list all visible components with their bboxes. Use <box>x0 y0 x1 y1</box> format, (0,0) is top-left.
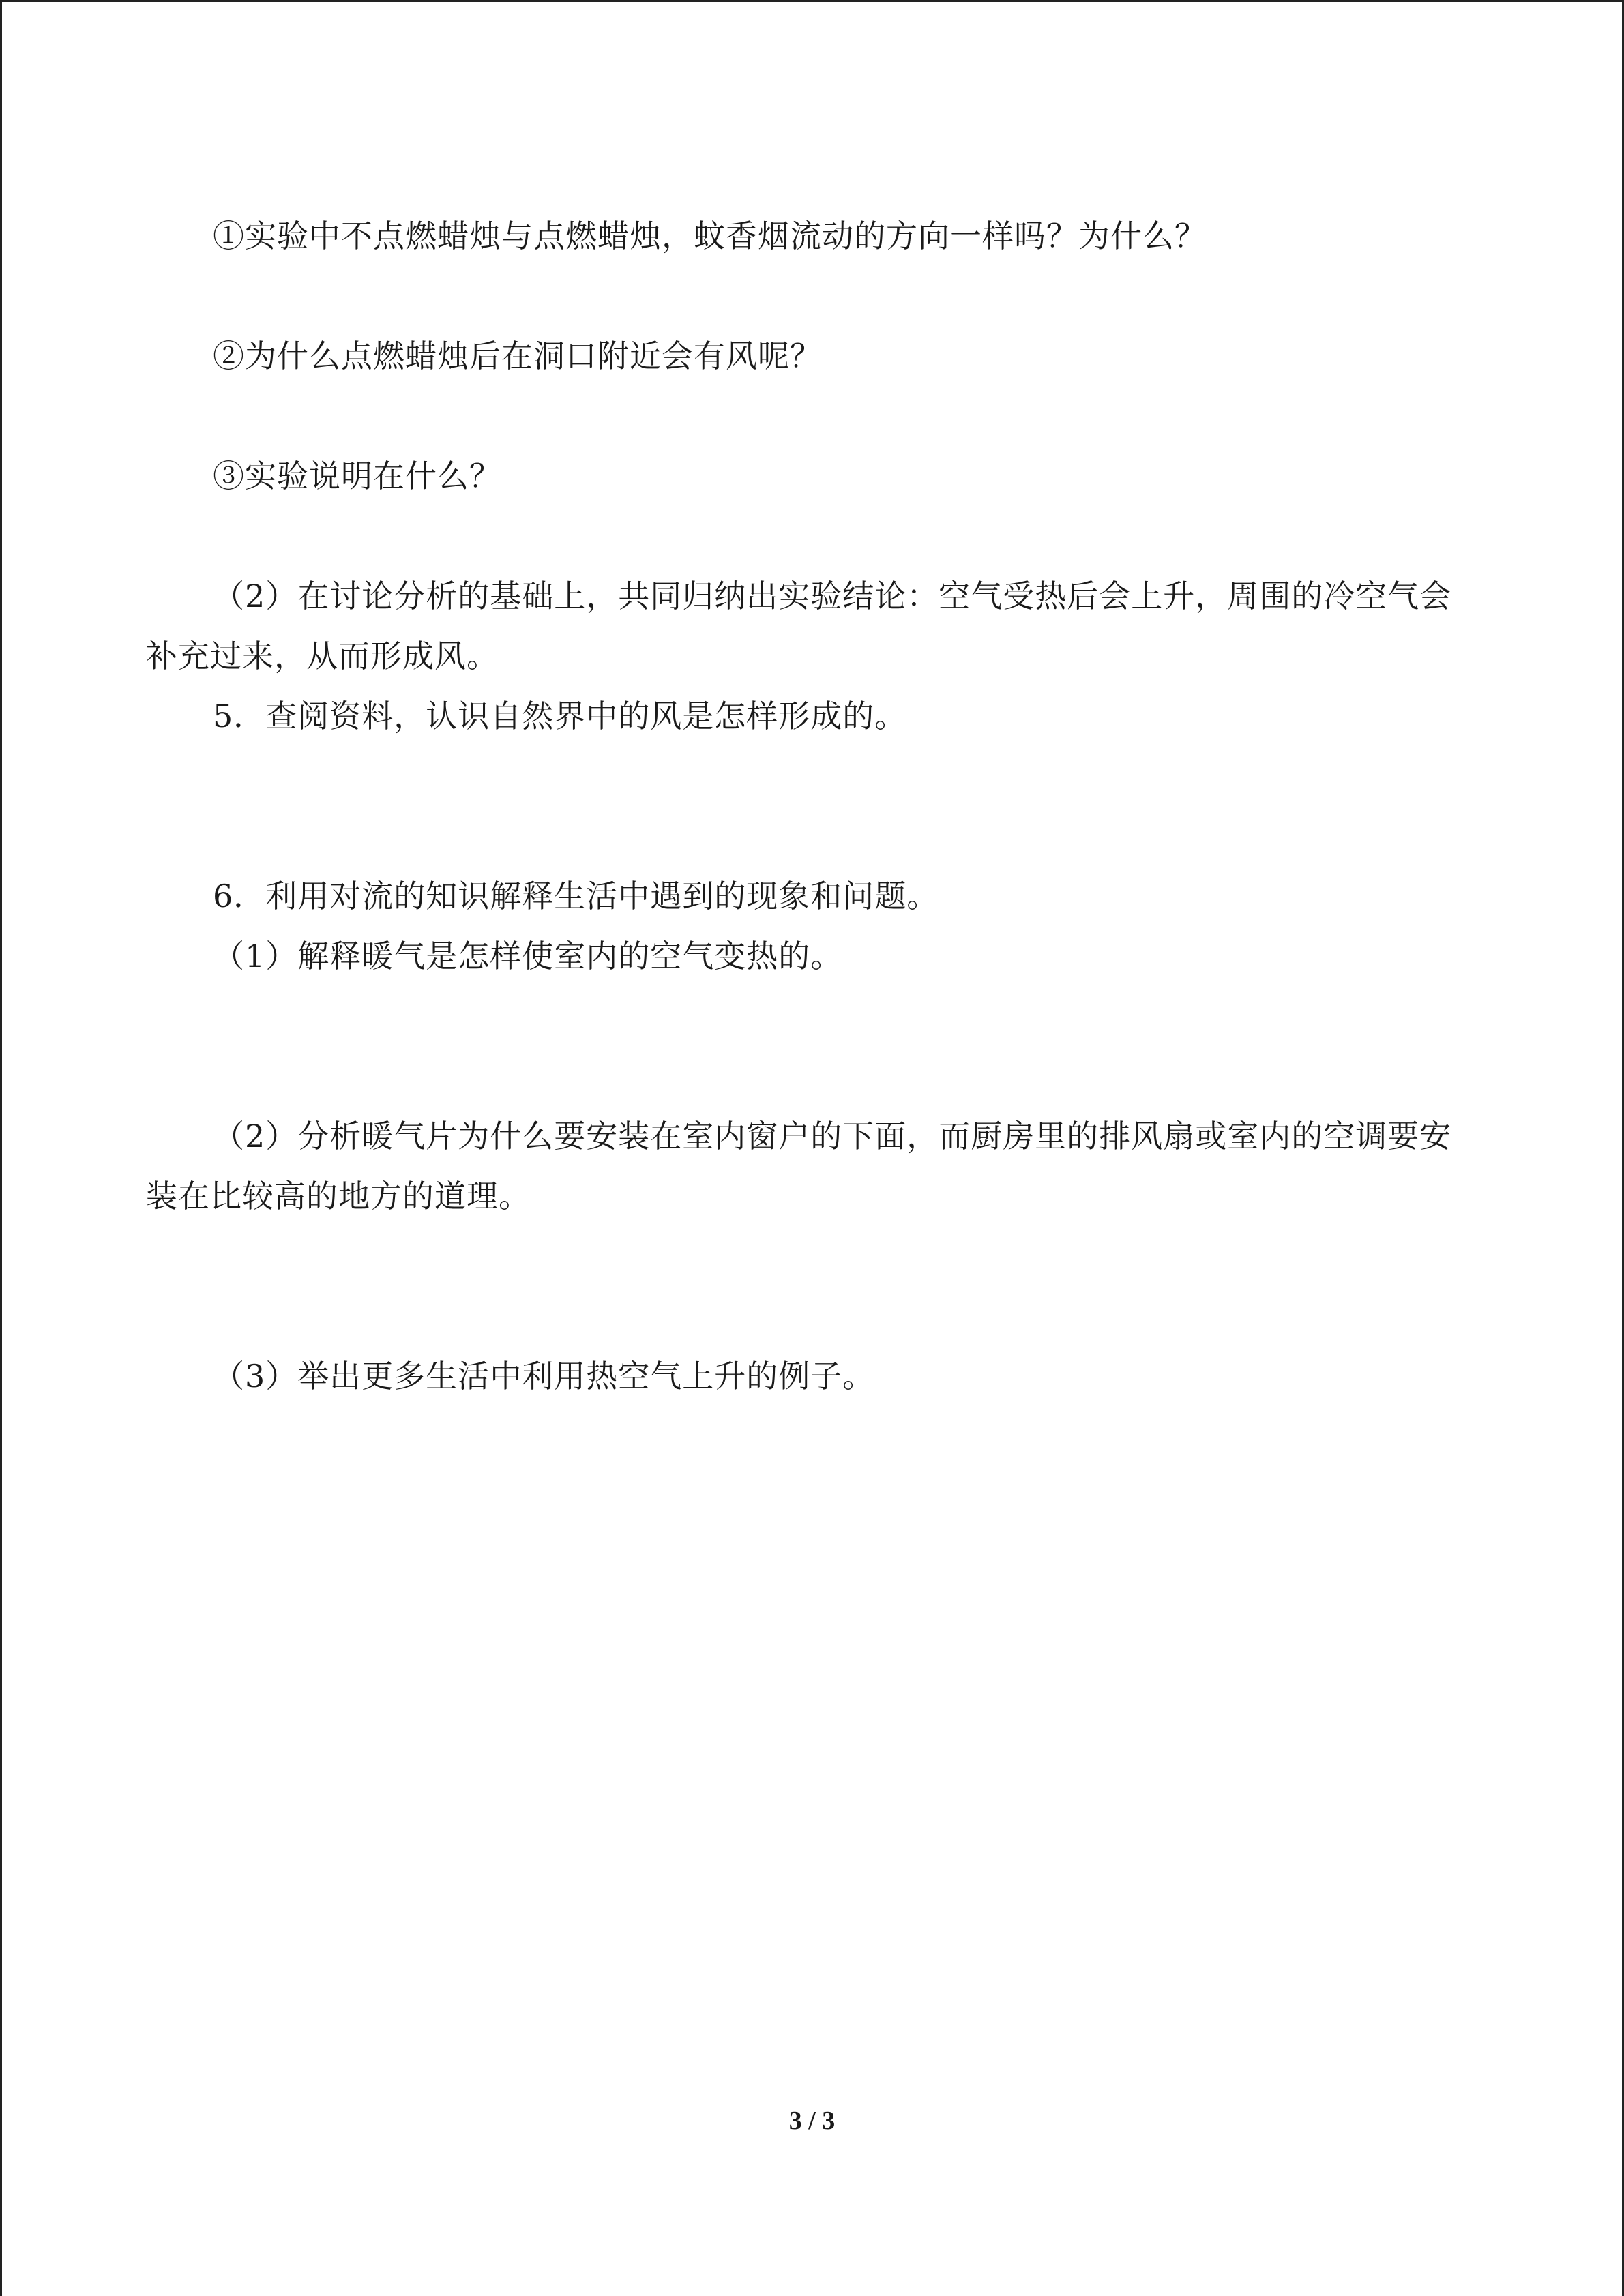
page-number: 3 / 3 <box>788 2106 836 2135</box>
task-6-item-2-line-1: （2）分析暖气片为什么要安装在室内窗户的下面，而厨房里的排风扇或室内的空调要安 <box>213 1118 1452 1154</box>
question-2-line: ②为什么点燃蜡烛后在洞口附近会有风呢？ <box>213 338 822 374</box>
question-3-line: ③实验说明在什么？ <box>213 458 501 494</box>
task-6-item-1: （1）解释暖气是怎样使室内的空气变热的。 <box>213 938 843 974</box>
conclusion-line-2: 补充过来，从而形成风。 <box>146 638 499 674</box>
question-1-line: ①实验中不点燃蜡烛与点燃蜡烛，蚊香烟流动的方向一样吗？为什么？ <box>213 218 1207 254</box>
task-6-line: 6．利用对流的知识解释生活中遇到的现象和问题。 <box>213 878 939 914</box>
task-6-item-2-line-2: 装在比较高的地方的道理。 <box>146 1178 531 1214</box>
conclusion-line-1: （2）在讨论分析的基础上，共同归纳出实验结论：空气受热后会上升，周围的冷空气会 <box>213 578 1452 614</box>
task-6-item-3: （3）举出更多生活中利用热空气上升的例子。 <box>213 1358 875 1395</box>
task-5-line: 5．查阅资料，认识自然界中的风是怎样形成的。 <box>213 698 907 734</box>
